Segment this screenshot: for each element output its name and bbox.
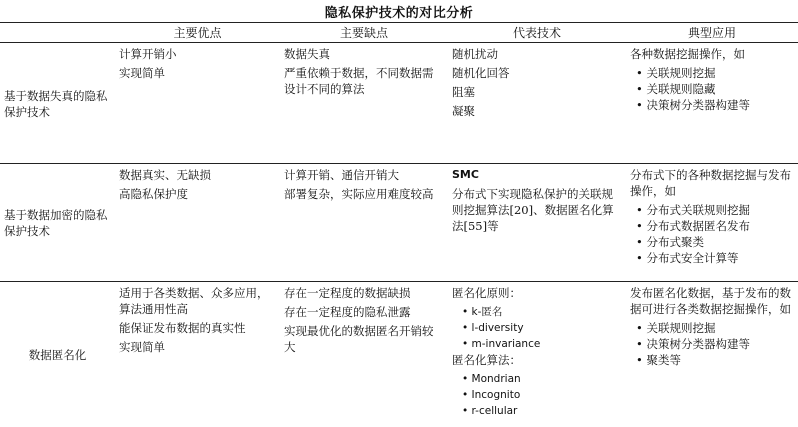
pros-item: 实现简单 [119,65,276,81]
pros-item: 能保证发布数据的真实性 [119,320,276,336]
tech-principle: • m-invariance [452,336,622,352]
comparison-table [0,22,798,427]
apps-intro: 分布式下的各种数据挖掘与发布操作，如 [630,167,794,199]
tech-item: 随机扰动 [452,46,622,62]
cons-item: 实现最优化的数据匿名开销较大 [284,323,444,355]
cons-item: 计算开销、通信开销大 [284,167,444,183]
apps-intro: 发布匿名化数据，基于发布的数据可进行各类数据挖掘操作，如 [630,285,794,317]
header-empty [0,23,115,43]
header-row [0,23,798,43]
cons-item: 部署复杂，实际应用难度较高 [284,186,444,202]
header-pros: 主要优点 [115,23,280,43]
tech-cell [448,164,626,282]
pros-cell [115,43,280,164]
cons-item: 数据失真 [284,46,444,62]
table-row [0,164,798,282]
apps-item: • 关联规则挖掘 [630,320,794,336]
apps-item: • 分布式安全计算等 [630,250,794,266]
apps-cell [626,43,798,164]
tech-algos-title: 匿名化算法： [452,352,622,368]
pros-item: 实现简单 [119,339,276,355]
pros-item: 数据真实、无缺损 [119,167,276,183]
apps-cell [626,164,798,282]
cons-item: 严重依赖于数据，不同数据需设计不同的算法 [284,65,444,97]
table-row [0,282,798,427]
apps-item: • 分布式关联规则挖掘 [630,202,794,218]
pros-cell [115,164,280,282]
cons-item: 存在一定程度的隐私泄露 [284,304,444,320]
apps-item: • 分布式数据匿名发布 [630,218,794,234]
tech-cell [448,282,626,427]
tech-principle: • k-匿名 [452,304,622,320]
table-row [0,43,798,164]
apps-item: • 决策树分类器构建等 [630,336,794,352]
header-cons: 主要缺点 [280,23,448,43]
cons-cell [280,43,448,164]
tech-algo: • Incognito [452,387,622,403]
apps-item: • 决策树分类器构建等 [630,97,794,113]
cons-cell [280,282,448,427]
pros-item: 适用于各类数据、众多应用，算法通用性高 [119,285,276,317]
tech-algo: • r-cellular [452,403,622,419]
apps-item: • 关联规则挖掘 [630,65,794,81]
pros-cell [115,282,280,427]
tech-item: 凝聚 [452,103,622,119]
tech-item: 阻塞 [452,84,622,100]
header-tech: 代表技术 [448,23,626,43]
tech-algo: • Mondrian [452,371,622,387]
tech-text: 分布式下实现隐私保护的关联规则挖掘算法[20]、数据匿名化算法[55]等 [452,186,622,234]
apps-intro: 各种数据挖掘操作，如 [630,46,794,62]
header-apps: 典型应用 [626,23,798,43]
row-label: 数据匿名化 [0,282,115,427]
table-title: 隐私保护技术的对比分析 [0,2,798,21]
tech-cell [448,43,626,164]
apps-item: • 聚类等 [630,352,794,368]
apps-cell [626,282,798,427]
cons-item: 存在一定程度的数据缺损 [284,285,444,301]
pros-item: 高隐私保护度 [119,186,276,202]
apps-item: • 关联规则隐藏 [630,81,794,97]
tech-item: 随机化回答 [452,65,622,81]
tech-principle: • l-diversity [452,320,622,336]
pros-item: 计算开销小 [119,46,276,62]
row-label: 基于数据失真的隐私保护技术 [0,43,115,164]
cons-cell [280,164,448,282]
tech-title: SMC [452,167,622,183]
apps-item: • 分布式聚类 [630,234,794,250]
tech-principles-title: 匿名化原则： [452,285,622,301]
row-label: 基于数据加密的隐私保护技术 [0,164,115,282]
